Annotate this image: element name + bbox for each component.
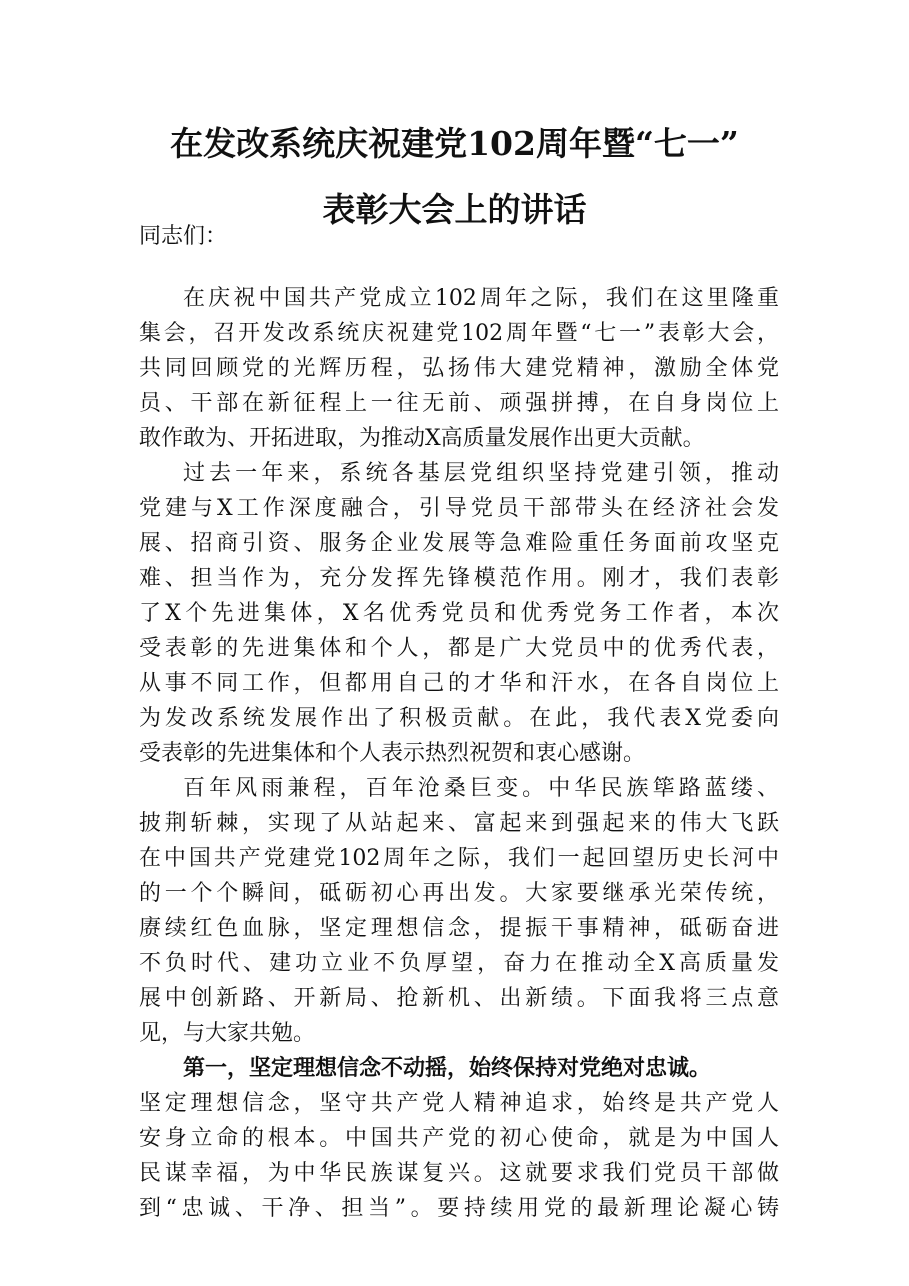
paragraph-line: 从事不同工作，但都用自己的才华和汗水，在各自岗位上 bbox=[139, 671, 779, 696]
paragraph-line: 共同回顾党的光辉历程，弘扬伟大建党精神，激励全体党 bbox=[139, 356, 779, 381]
paragraph-line: 展、招商引资、服务企业发展等急难险重任务面前攻坚克 bbox=[139, 531, 779, 556]
paragraph-line: 党建与X工作深度融合，引导党员干部带头在经济社会发 bbox=[139, 496, 779, 521]
paragraph-line: 赓续红色血脉，坚定理想信念，提振干事精神，砥砺奋进 bbox=[139, 916, 779, 941]
paragraph-line: 民谋幸福，为中华民族谋复兴。这就要求我们党员干部做 bbox=[139, 1161, 779, 1186]
paragraph-line: 了X个先进集体，X名优秀党员和优秀党务工作者，本次 bbox=[139, 601, 779, 626]
section-heading: 第一，坚定理想信念不动摇，始终保持对党绝对忠诚。 bbox=[183, 1055, 712, 1081]
paragraph-line: 百年风雨兼程，百年沧桑巨变。中华民族筚路蓝缕、 bbox=[183, 776, 779, 801]
paragraph-line: 集会，召开发改系统庆祝建党102周年暨“七一”表彰大会， bbox=[139, 321, 779, 346]
paragraph-line: 敢作敢为、开拓进取，为推动X高质量发展作出更大贡献。 bbox=[139, 426, 705, 451]
paragraph-line: 坚定理想信念，坚守共产党人精神追求，始终是共产党人 bbox=[139, 1091, 779, 1116]
paragraph-line: 受表彰的先进集体和个人，都是广大党员中的优秀代表， bbox=[139, 636, 779, 661]
paragraph-line: 在中国共产党建党102周年之际，我们一起回望历史长河中 bbox=[139, 846, 779, 871]
paragraph-line: 的一个个瞬间，砥砺初心再出发。大家要继承光荣传统， bbox=[139, 881, 779, 906]
paragraph-line: 受表彰的先进集体和个人表示热烈祝贺和衷心感谢。 bbox=[139, 741, 646, 766]
document-title-line-1: 在发改系统庆祝建党102周年暨“七一” bbox=[170, 124, 739, 163]
paragraph-line: 披荆斩棘，实现了从站起来、富起来到强起来的伟大飞跃 bbox=[139, 811, 779, 836]
paragraph-line: 在庆祝中国共产党成立102周年之际，我们在这里隆重 bbox=[183, 286, 779, 311]
paragraph-line: 见，与大家共勉。 bbox=[139, 1021, 316, 1046]
paragraph-line: 不负时代、建功立业不负厚望，奋力在推动全X高质量发 bbox=[139, 951, 779, 976]
paragraph-line: 安身立命的根本。中国共产党的初心使命，就是为中国人 bbox=[139, 1126, 779, 1151]
paragraph-line: 到“忠诚、干净、担当”。要持续用党的最新理论凝心铸 bbox=[139, 1196, 779, 1221]
paragraph-line: 难、担当作为，充分发挥先锋模范作用。刚才，我们表彰 bbox=[139, 566, 779, 591]
salutation: 同志们： bbox=[139, 224, 228, 249]
document-title-line-2: 表彰大会上的讲话 bbox=[322, 190, 587, 229]
paragraph-line: 员、干部在新征程上一往无前、顽强拼搏，在自身岗位上 bbox=[139, 391, 779, 416]
paragraph-line: 过去一年来，系统各基层党组织坚持党建引领，推动 bbox=[183, 461, 779, 486]
paragraph-line: 展中创新路、开新局、抢新机、出新绩。下面我将三点意 bbox=[139, 986, 779, 1011]
paragraph-line: 为发改系统发展作出了积极贡献。在此，我代表X党委向 bbox=[139, 706, 779, 731]
